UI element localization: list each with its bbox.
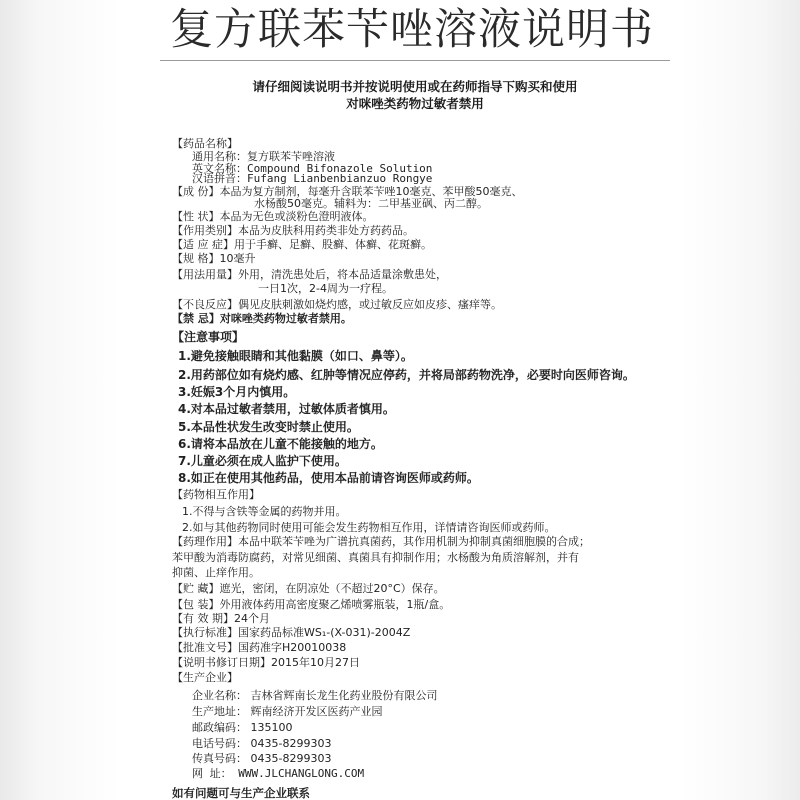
manufacturer-name: 企业名称： 吉林省辉南长龙生化药业股份有限公司	[192, 689, 438, 702]
generic-name: 通用名称：复方联苯苄唑溶液	[192, 150, 335, 163]
dosage-line-2: 一日1次，2-4周为一疗程。	[258, 282, 393, 295]
website: 网 址： WWW.JLCHANGLONG.COM	[192, 767, 365, 780]
storage: 【贮 藏】遮光，密闭，在阴凉处（不超过20°C）保存。	[172, 582, 445, 595]
composition-line-1: 【成 份】本品为复方制剂，每毫升含联苯苄唑10毫克、苯甲酸50毫克、	[172, 185, 523, 198]
indications: 【适 应 症】用于手癣、足癣、股癣、体癣、花斑癣。	[172, 238, 432, 251]
interaction-item: 1.不得与含铁等金属的药物并用。	[182, 505, 347, 518]
precaution-item: 2.用药部位如有烧灼感、红肿等情况应停药，并将局部药物洗净，必要时向医师咨询。	[178, 368, 635, 382]
validity: 【有 效 期】24个月	[172, 612, 270, 625]
manufacturer-header: 【生产企业】	[172, 671, 238, 684]
dosage-line-1: 【用法用量】外用，清洗患处后，将本品适量涂敷患处，	[172, 268, 447, 281]
specification: 【规 格】10毫升	[172, 252, 256, 265]
precaution-item: 6.请将本品放在儿童不能接触的地方。	[178, 437, 383, 451]
precaution-item: 1.避免接触眼睛和其他黏膜（如口、鼻等）。	[178, 349, 413, 363]
footer-contact-note: 如有问题可与生产企业联系	[172, 786, 310, 800]
composition-line-2: 水杨酸50毫克。辅料为：二甲基亚砜、丙二醇。	[254, 197, 488, 210]
pharmacology-line-1: 【药理作用】本品中联苯苄唑为广谱抗真菌药，其作用机制为抑制真菌细胞膜的合成；	[172, 535, 590, 548]
fax-number: 传真号码： 0435-8299303	[192, 752, 332, 765]
warning-line-1: 请仔细阅读说明书并按说明使用或在药师指导下购买和使用	[252, 79, 578, 94]
category: 【作用类别】本品为皮肤科用药类非处方药药品。	[172, 224, 414, 237]
leaflet-sheet	[150, 0, 680, 800]
drug-name-header: 【药品名称】	[172, 137, 238, 150]
precaution-item: 5.本品性状发生改变时禁止使用。	[178, 420, 359, 434]
adverse-reactions: 【不良反应】偶见皮肤刺激如烧灼感，或过敏反应如皮疹、瘙痒等。	[172, 298, 502, 311]
manufacturer-address: 生产地址： 辉南经济开发区医药产业园	[192, 705, 383, 718]
revision-date: 【说明书修订日期】2015年10月27日	[172, 656, 360, 669]
precaution-item: 3.妊娠3个月内慎用。	[178, 385, 296, 399]
postal-code: 邮政编码： 135100	[192, 721, 293, 734]
english-name: 英文名称：Compound Bifonazole Solution	[192, 162, 433, 175]
properties: 【性 状】本品为无色或淡粉色澄明液体。	[172, 210, 374, 223]
title-divider	[160, 60, 670, 61]
interaction-item: 2.如与其他药物同时使用可能会发生药物相互作用，详情请咨询医师或药师。	[182, 521, 556, 534]
pharmacology-line-2: 苯甲酸为消毒防腐药，对常见细菌、真菌具有抑制作用；水杨酸为角质溶解剂，并有	[172, 551, 579, 564]
document-title: 复方联苯苄唑溶液说明书	[170, 5, 654, 55]
precautions-header: 【注意事项】	[172, 330, 245, 344]
warning-line-2: 对咪唑类药物过敏者禁用	[346, 96, 484, 111]
packaging: 【包 装】外用液体药用高密度聚乙烯喷雾瓶装，1瓶/盒。	[172, 598, 451, 611]
phone-number: 电话号码： 0435-8299303	[192, 737, 332, 750]
standard: 【执行标准】国家药品标准WS₁-(X-031)-2004Z	[172, 626, 411, 639]
precaution-item: 4.对本品过敏者禁用，过敏体质者慎用。	[178, 402, 395, 416]
precaution-item: 8.如正在使用其他药品，使用本品前请咨询医师或药师。	[178, 471, 479, 485]
approval-number: 【批准文号】国药准字H20010038	[172, 641, 347, 654]
contraindications: 【禁 忌】对咪唑类药物过敏者禁用。	[172, 312, 352, 325]
pharmacology-line-3: 抑菌、止痒作用。	[172, 566, 260, 579]
precaution-item: 7.儿童必须在成人监护下使用。	[178, 454, 347, 468]
pinyin-name: 汉语拼音：Fufang Lianbenbianzuo Rongye	[192, 172, 433, 185]
interactions-header: 【药物相互作用】	[172, 488, 260, 501]
